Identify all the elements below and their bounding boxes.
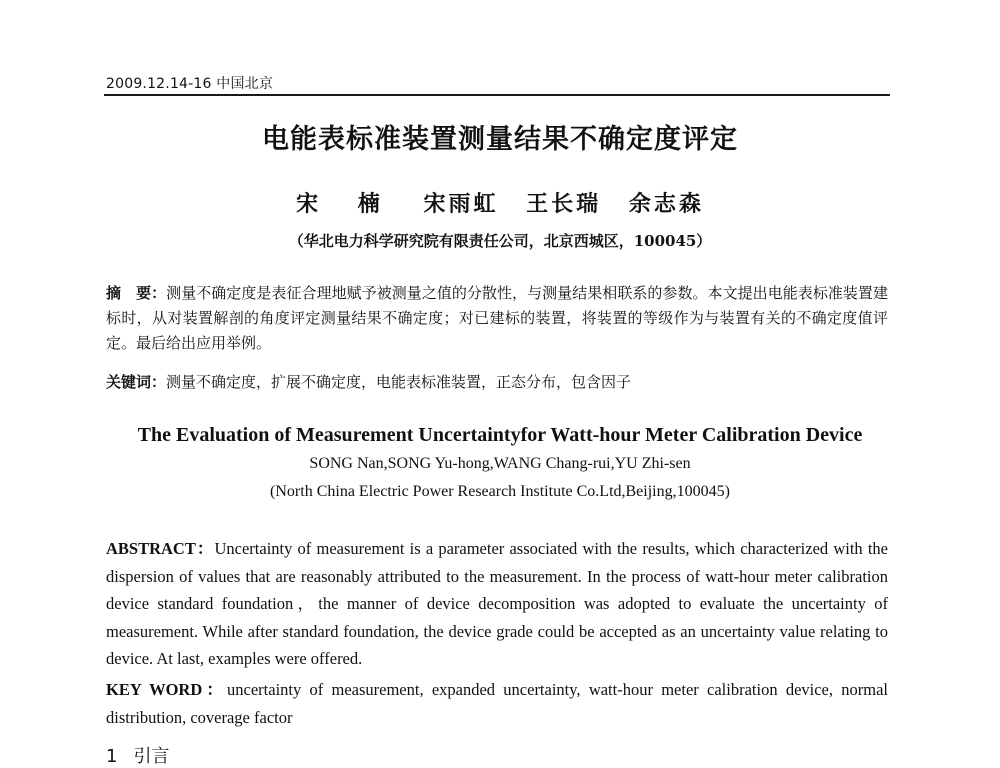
chinese-abstract-label: 摘 要： <box>106 284 167 302</box>
chinese-authors <box>0 187 1000 218</box>
section-heading <box>106 742 169 768</box>
author-4: 余志森 <box>628 191 704 217</box>
english-title: The Evaluation of Measurement Uncertaintyfor Watt-hour Meter Calibration Device <box>137 424 863 446</box>
english-authors: SONG Nan,SONG Yu-hong,WANG Chang-rui,YU Zhi-sen <box>309 455 691 472</box>
header-rule <box>104 94 890 96</box>
chinese-title: 电能表标准装置测量结果不确定度评定 <box>262 124 738 155</box>
chinese-keywords-text: 测量不确定度，扩展不确定度，电能表标准装置，正态分布，包含因子 <box>166 373 632 391</box>
english-keywords <box>106 676 888 731</box>
chinese-affiliation: （华北电力科学研究院有限责任公司，北京西城区，100045） <box>288 232 712 250</box>
conference-date-location: 2009.12.14-16 中国北京 <box>106 76 274 92</box>
english-keywords-text: uncertainty of measurement, expanded uncertainty, watt-hour meter calibration device, normal distribution, coverage factor <box>106 680 888 727</box>
english-keywords-label: KEY WORD： <box>106 680 228 699</box>
english-abstract <box>106 535 888 673</box>
author-1: 宋 楠 <box>296 191 396 217</box>
section-title: 引言 <box>133 746 170 767</box>
author-3: 王长瑞 <box>526 191 602 217</box>
section-number: 1 <box>106 746 118 767</box>
english-abstract-text: Uncertainty of measurement is a parameter associated with the results, which characterized with the dispersion of values that are reasonably attributed to the measurement. In the process of watt-hour meter calibration device standard foundation，the manner of device decomposition was adopted to evaluate the uncertainty of measurement. While after standard foundation, the device grade could be accepted as an uncertainty value relating to device. At last, examples were offered. <box>106 539 889 668</box>
author-2: 宋雨虹 <box>423 191 499 217</box>
chinese-abstract-text: 测量不确定度是表征合理地赋予被测量之值的分散性，与测量结果相联系的参数。本文提出电能表标准装置建标时，从对装置解剖的角度评定测量结果不确定度；对已建标的装置，将装置的等级作为与装置有关的不确定度值评定。最后给出应用举例。 <box>106 284 888 352</box>
chinese-keywords-label: 关键词： <box>106 373 167 391</box>
english-affiliation: (North China Electric Power Research Institute Co.Ltd,Beijing,100045) <box>270 483 730 500</box>
english-abstract-label: ABSTRACT： <box>106 539 215 558</box>
chinese-abstract <box>106 281 888 356</box>
chinese-keywords <box>106 370 888 395</box>
